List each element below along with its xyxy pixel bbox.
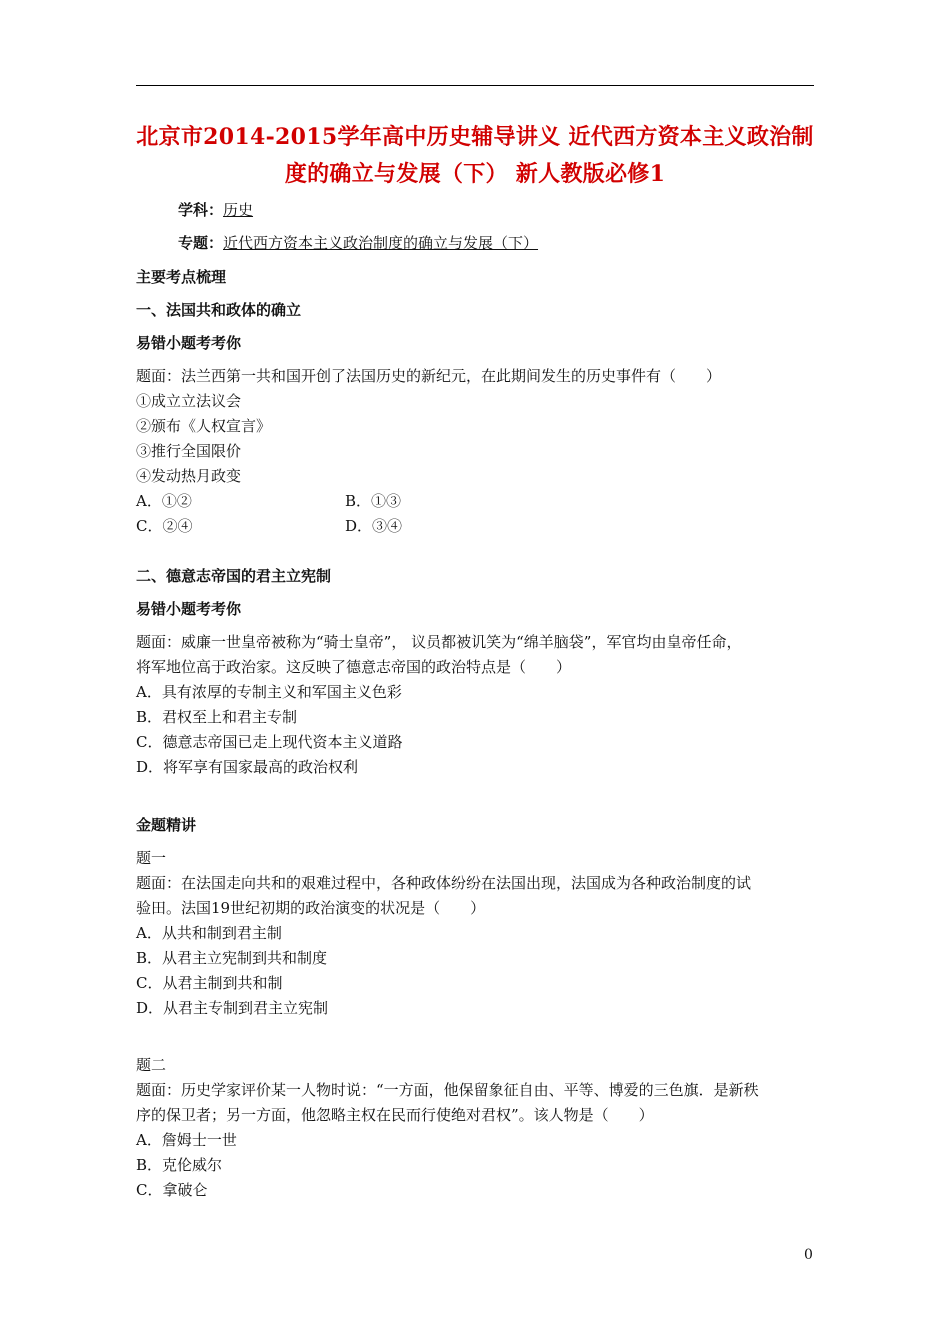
section1-option-b: B．①③ [345,492,402,510]
section2-option: A．具有浓厚的专制主义和军国主义色彩 [136,683,402,701]
section1-item: ③推行全国限价 [136,442,242,460]
topic-label: 专题： [178,234,224,252]
gold-q2-label: 题二 [136,1056,167,1074]
header-rule [136,85,814,86]
section1-option-a: A．①② [136,492,192,510]
topic-value: 近代西方资本主义政治制度的确立与发展（下） [223,234,539,252]
gold-q1-option: C．从君主制到共和制 [136,974,283,992]
section2-question-line: 题面：威廉一世皇帝被称为“骑士皇帝”， 议员都被讥笑为“绵羊脑袋”，军官均由皇帝任命， [136,633,742,651]
section1-heading: 一、法国共和政体的确立 [136,301,302,319]
gold-q2-option: B．克伦威尔 [136,1156,223,1174]
section1-question: 题面：法兰西第一共和国开创了法国历史的新纪元，在此期间发生的历史事件有（ ） [136,367,722,385]
gold-q1-line: 验田。法国19世纪初期的政治演变的状况是（ ） [136,899,486,917]
gold-q2-line: 题面：历史学家评价某一人物时说：“一方面，他保留象征自由、平等、博爱的三色旗．是新秩 [136,1081,759,1099]
subject-row [178,200,253,220]
document-title-line-2: 度的确立与发展（下） 新人教版必修1 [284,161,666,187]
gold-q1-option: D．从君主专制到君主立宪制 [136,999,329,1017]
section1-option-d: D．③④ [345,517,403,535]
subject-label: 学科： [178,201,224,219]
gold-q1-label: 题一 [136,849,167,867]
section1-item: ④发动热月政变 [136,467,242,485]
section1-option-c: C．②④ [136,517,193,535]
page-number: 0 [804,1247,813,1263]
topic-row [178,233,538,253]
section1-subheading: 易错小题考考你 [136,334,242,352]
section2-option: B．君权至上和君主专制 [136,708,298,726]
gold-q1-line: 题面：在法国走向共和的艰难过程中，各种政体纷纷在法国出现，法国成为各种政治制度的试 [136,874,752,892]
gold-q2-option: A．詹姆士一世 [136,1131,237,1149]
gold-heading: 金题精讲 [136,816,197,834]
section2-option: D．将军享有国家最高的政治权利 [136,758,359,776]
section2-subheading: 易错小题考考你 [136,600,242,618]
section2-question-line: 将军地位高于政治家。这反映了德意志帝国的政治特点是（ ） [136,658,572,676]
gold-q1-option: B．从君主立宪制到共和制度 [136,949,328,967]
gold-q1-option: A．从共和制到君主制 [136,924,282,942]
gold-q2-line: 序的保卫者；另一方面，他忽略主权在民而行使绝对君权”。该人物是（ ） [136,1106,654,1124]
gold-q2-option: C．拿破仑 [136,1181,208,1199]
subject-value: 历史 [223,201,254,219]
document-title-line-1: 北京市2014-2015学年高中历史辅导讲义 近代西方资本主义政治制 [136,124,814,150]
section1-item: ②颁布《人权宣言》 [136,417,272,435]
section1-item: ①成立立法议会 [136,392,242,410]
section2-option: C．德意志帝国已走上现代资本主义道路 [136,733,403,751]
main-heading: 主要考点梳理 [136,268,227,286]
section2-heading: 二、德意志帝国的君主立宪制 [136,567,332,585]
